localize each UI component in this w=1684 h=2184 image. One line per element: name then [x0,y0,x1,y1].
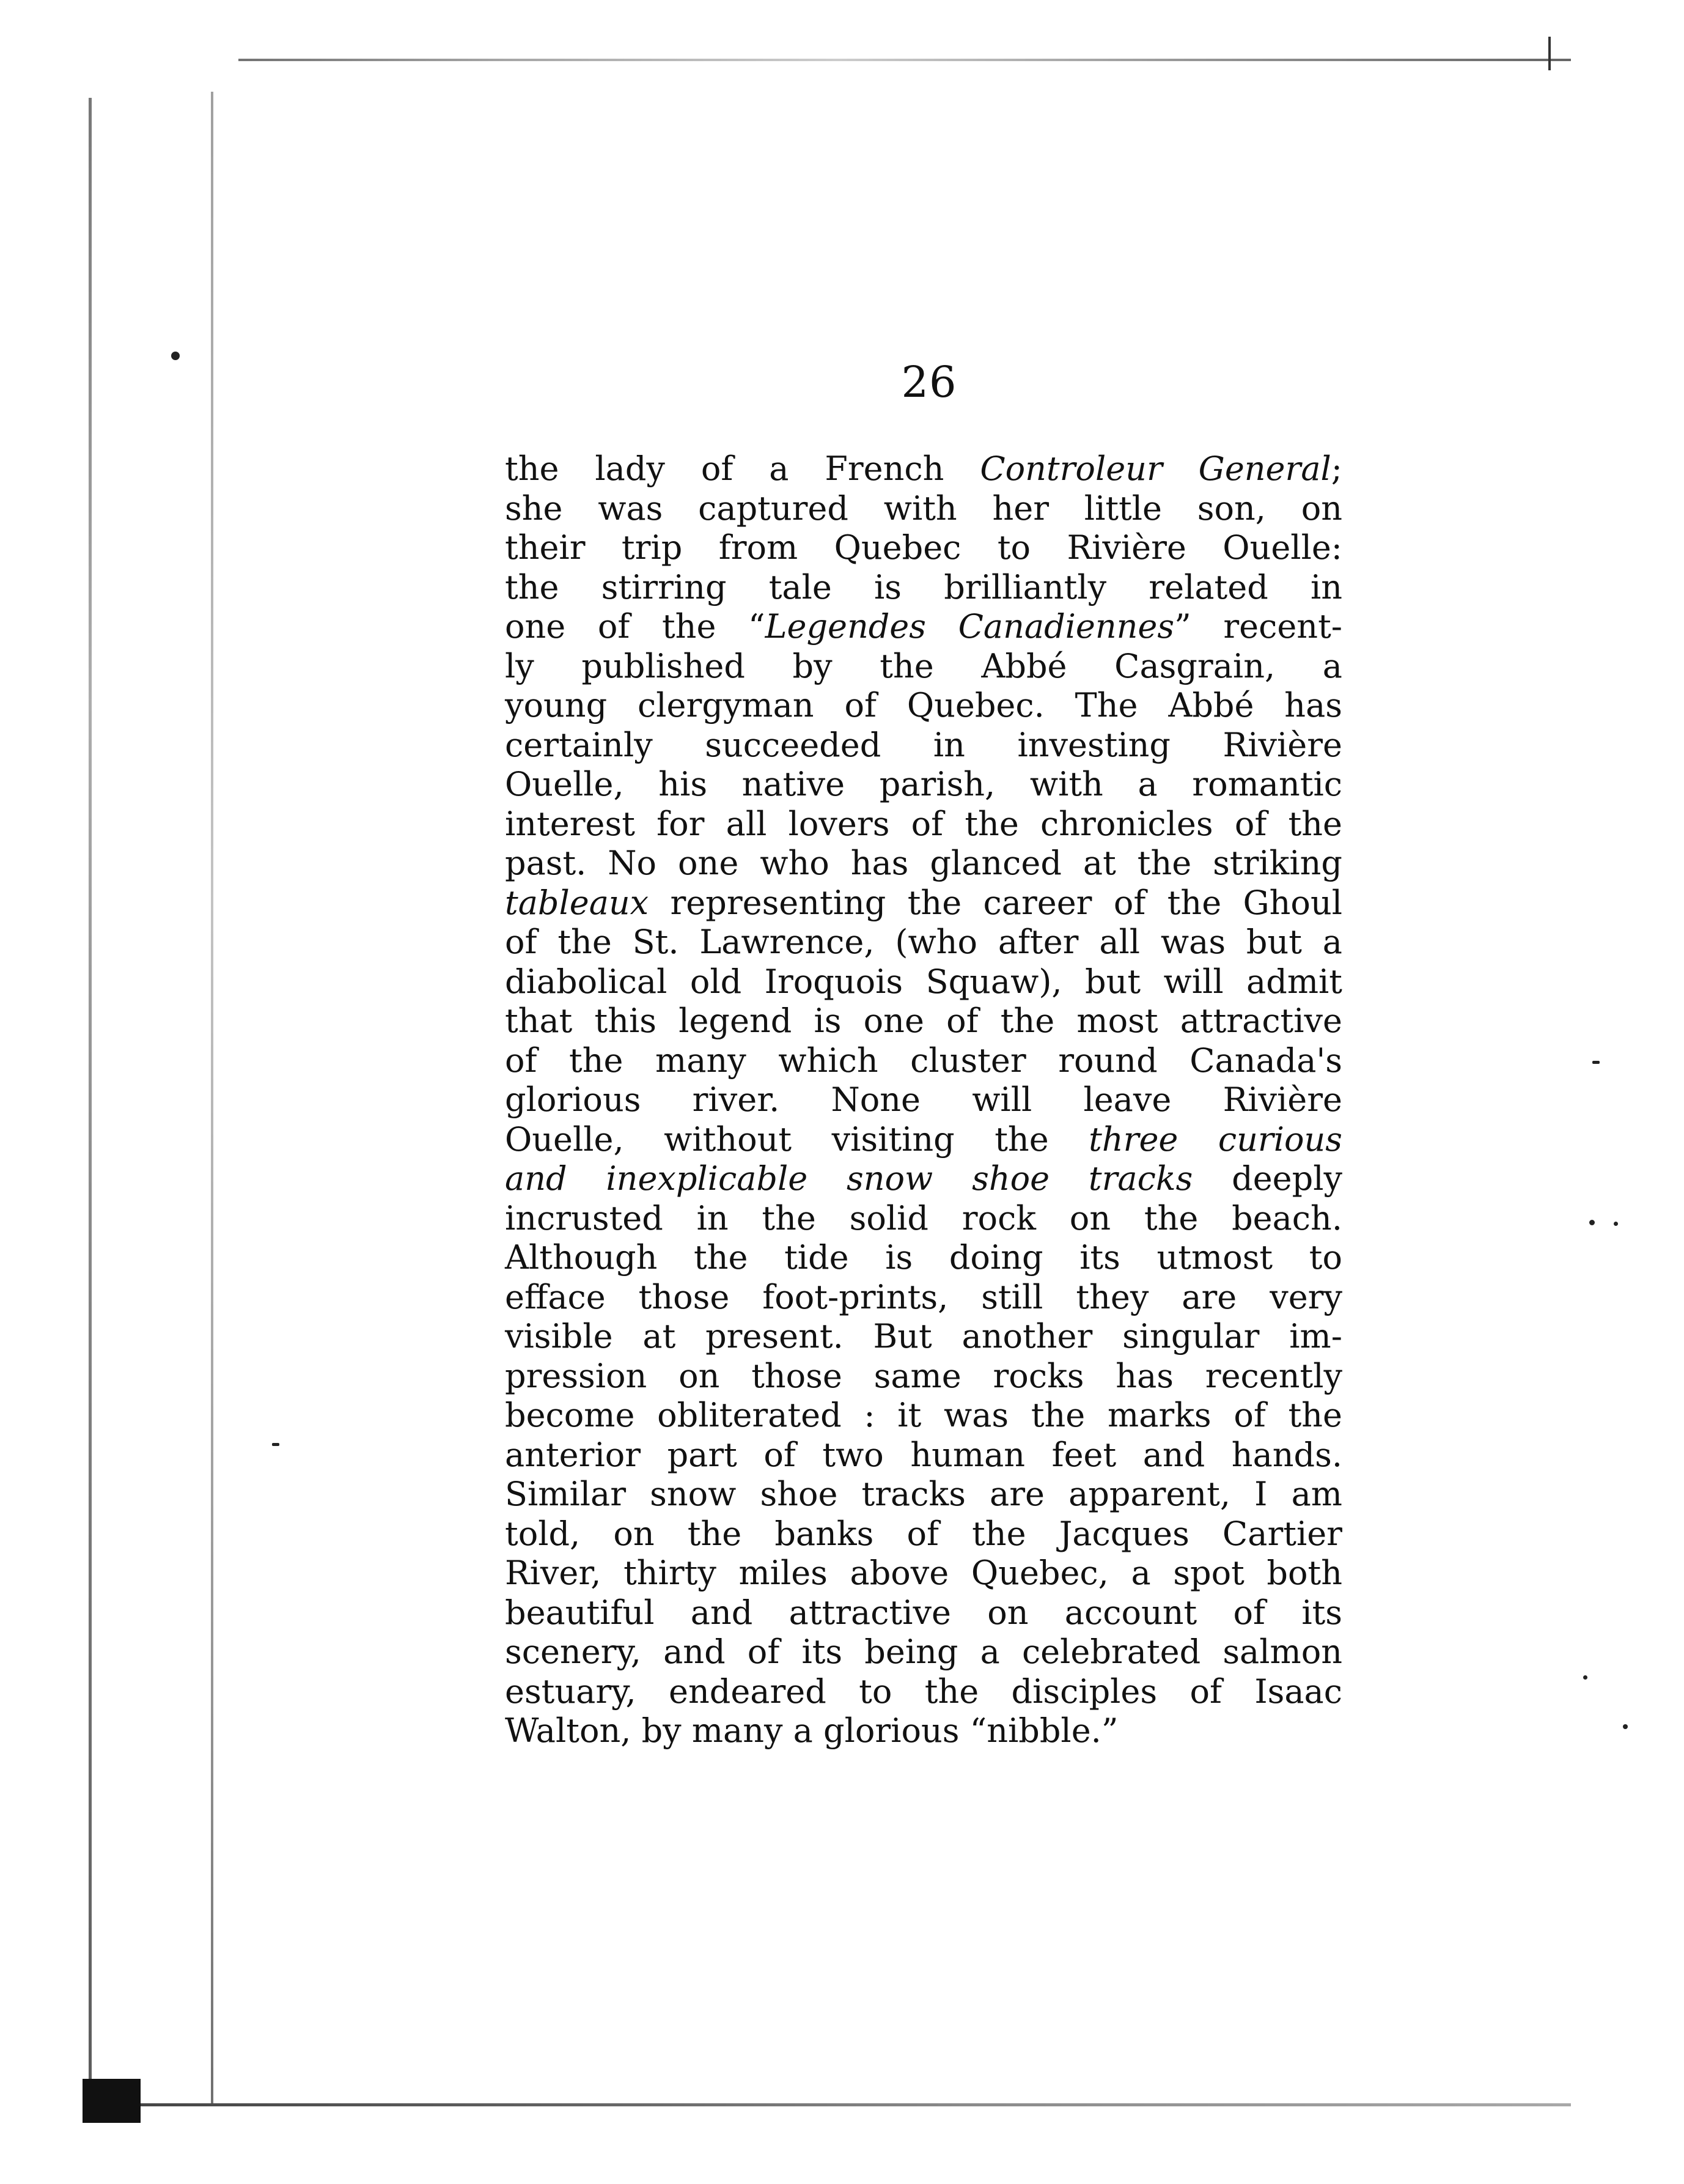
text-run: their trip from Quebec to Rivière Ouelle: [505,528,1342,567]
text-line [505,489,1342,529]
text-line [505,1711,1342,1751]
text-line [505,1199,1342,1239]
text-run: Ouelle, without visiting the [505,1120,1089,1159]
text-line [505,1436,1342,1475]
scan-corner-block [83,2079,141,2123]
text-run: efface those foot-prints, still they are very [505,1277,1342,1316]
text-line [505,923,1342,962]
text-line [505,1080,1342,1120]
text-line [505,1120,1342,1160]
text-line [505,1002,1342,1041]
italic-text: tableaux [505,883,649,922]
text-line [505,1632,1342,1672]
text-line [505,1396,1342,1436]
text-run: deeply [1193,1159,1342,1198]
scan-speck [272,1443,279,1446]
text-run: glorious river. None will leave Rivière [505,1080,1342,1119]
text-run: of the many which cluster round Canada's [505,1041,1342,1080]
page-edge-bottom [92,2103,1571,2106]
scan-speck [171,352,180,360]
scan-speck [1589,1220,1595,1225]
text-line [505,1159,1342,1199]
text-line [505,686,1342,726]
text-line [505,1514,1342,1554]
text-run: Walton, by many a glorious “nibble.” [505,1711,1119,1750]
text-run: incrusted in the solid rock on the beach. [505,1198,1342,1238]
text-run: scenery, and of its being a celebrated salmon [505,1632,1342,1671]
text-run: Ouelle, his native parish, with a romantic [505,765,1342,803]
text-run: told, on the banks of the Jacques Cartier [505,1514,1342,1553]
text-run: the stirring tale is brilliantly related in [505,567,1342,607]
page-number: 26 [901,357,957,407]
text-line [505,607,1342,647]
text-line [505,1317,1342,1357]
text-run: she was captured with her little son, on [505,489,1342,528]
text-line [505,1554,1342,1593]
text-line [505,726,1342,766]
text-run: visible at present. But another singular im- [505,1317,1342,1356]
text-line [505,1041,1342,1081]
page-edge-left-inner [211,92,213,2103]
text-run: young clergyman of Quebec. The Abbé has [505,686,1342,725]
text-run: Although the tide is doing its utmost to [505,1238,1342,1277]
text-run: ly published by the Abbé Casgrain, a [505,646,1342,685]
text-run: River, thirty miles above Quebec, a spot both [505,1554,1342,1592]
text-run: pression on those same rocks has recently [505,1356,1342,1395]
italic-text: and inexplicable snow shoe tracks [505,1159,1193,1198]
text-run: one of the “ [505,607,765,646]
text-line [505,1238,1342,1278]
text-line [505,765,1342,805]
text-run: ; [1331,449,1342,488]
italic-text: Controleur General [980,449,1331,488]
text-run: diabolical old Iroquois Squaw), but will admit [505,962,1342,1001]
text-run: past. No one who has glanced at the striking [505,844,1342,882]
text-run: the lady of a French [505,449,980,488]
text-run: of the St. Lawrence, (who after all was but a [505,923,1342,961]
text-run: anterior part of two human feet and hands. [505,1435,1342,1474]
text-line [505,962,1342,1002]
text-line [505,884,1342,923]
text-line [505,528,1342,568]
text-run: become obliterated : it was the marks of the [505,1396,1342,1434]
page-edge-left-outer [89,98,92,2103]
text-run: beautiful and attractive on account of its [505,1593,1342,1632]
text-run: certainly succeeded in investing Rivière [505,725,1342,764]
text-run: interest for all lovers of the chronicles of the [505,804,1342,843]
page-edge-right-mark [1548,37,1551,70]
text-line [505,1593,1342,1633]
text-run: Similar snow shoe tracks are apparent, I am [505,1475,1342,1513]
page-edge-top [238,59,1571,61]
text-line [505,844,1342,884]
scan-speck [1614,1222,1618,1226]
text-line [505,568,1342,608]
italic-text: Legendes Canadiennes [765,607,1175,646]
body-text [505,449,1342,1751]
text-run: that this legend is one of the most attractive [505,1002,1342,1040]
scan-speck [1592,1061,1600,1064]
scan-speck [1623,1724,1628,1729]
text-line [505,1475,1342,1514]
text-line [505,805,1342,844]
italic-text: three curious [1089,1120,1342,1159]
text-run: estuary, endeared to the disciples of Isaac [505,1672,1342,1711]
text-run: ” recent- [1174,607,1343,646]
text-line [505,1278,1342,1318]
text-line [505,449,1342,489]
text-run: representing the career of the Ghoul [649,883,1342,922]
text-line [505,647,1342,687]
scan-speck [1583,1675,1587,1680]
text-line [505,1357,1342,1396]
text-line [505,1672,1342,1712]
